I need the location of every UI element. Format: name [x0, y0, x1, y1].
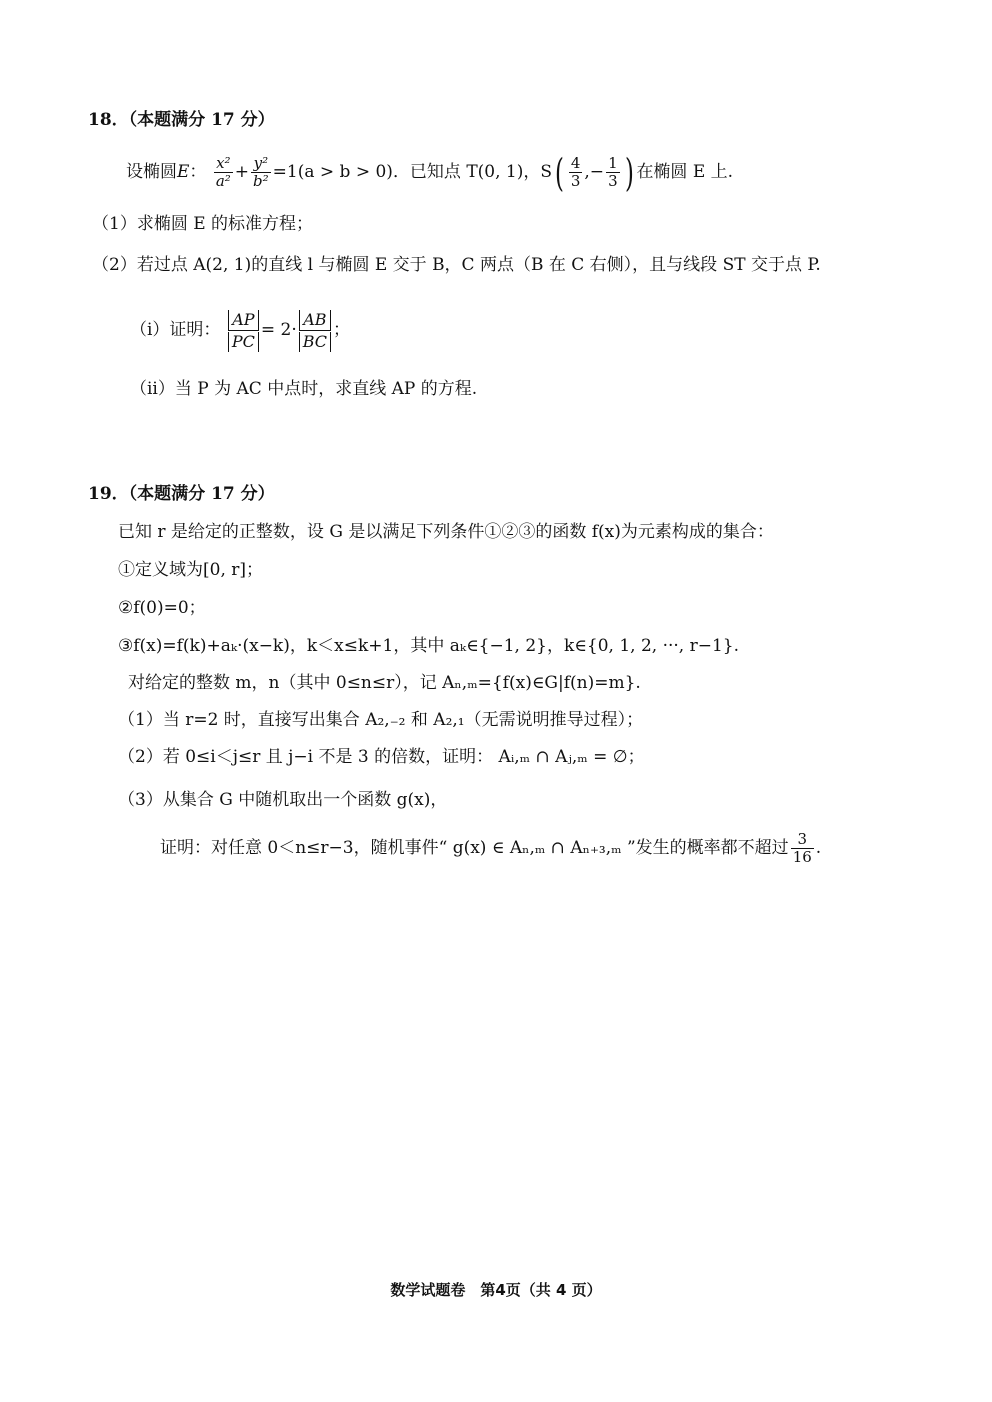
- q19-part1: （1）当 r=2 时，直接写出集合 A₂,₋₂ 和 A₂,₁（无需说明推导过程）；: [118, 710, 644, 730]
- probability-fraction: [791, 831, 814, 866]
- q18-part1: （1）求椭圆 E 的标准方程；: [92, 214, 314, 234]
- ellipse-y-fraction: [251, 155, 271, 190]
- q19-part3-end: .: [815, 838, 822, 858]
- s-frac1-den: 3: [570, 172, 581, 190]
- q19-definition: 对给定的整数 m，n（其中 0≤n≤r），记 Aₙ,ₘ={f(x)∈G|f(n)=m}.: [128, 673, 641, 693]
- probability-num: 3: [791, 831, 814, 849]
- ellipse-eq-rest: =1(a > b > 0): [272, 162, 393, 182]
- ellipse-plus: +: [234, 162, 250, 182]
- q18-header: 18．（本题满分 17 分）: [88, 110, 275, 130]
- ap-num: AP: [228, 310, 259, 331]
- page-footer: 数学试题卷 第4页（共 4 页）: [390, 1281, 602, 1299]
- s-frac1: [569, 155, 583, 190]
- s-frac2-num: 1: [608, 154, 618, 172]
- pc-den: PC: [228, 332, 259, 352]
- bc-den: BC: [299, 332, 331, 352]
- s-frac2: [606, 155, 620, 190]
- ellipse-x-fraction: [214, 155, 233, 190]
- ellipse-y-num: y²: [251, 155, 271, 173]
- ellipse-x-den: a²: [215, 172, 231, 190]
- q19-intro: 已知 r 是给定的正整数，设 G 是以满足下列条件①②③的函数 f(x)为元素构成的集合：: [118, 522, 774, 542]
- q18-known-text: ．已知点 T(0, 1)，S: [392, 162, 553, 182]
- q19-condition-1: ①定义域为[0, r]；: [118, 560, 264, 580]
- q18-known-tail: 在椭圆 E 上.: [636, 162, 734, 182]
- ab-num: AB: [299, 310, 331, 331]
- q18-intro-colon: ：: [189, 162, 207, 182]
- q19-part2: （2）若 0≤i＜j≤r 且 j−i 不是 3 的倍数，证明： Aᵢ,ₘ ∩ Aⱼ,ₘ = ∅；: [118, 747, 645, 767]
- q18-part2: （2）若过点 A(2, 1)的直线 l 与椭圆 E 交于 B，C 两点（B 在 C 右侧），且与线段 ST 交于点 P.: [92, 255, 821, 275]
- probability-den: 16: [792, 848, 812, 866]
- q18-part2-i-end: ；: [333, 320, 351, 340]
- q18-intro: [126, 150, 733, 194]
- q18-part2-i: [130, 302, 350, 358]
- ap-over-pc-fraction: [228, 309, 259, 353]
- q19-part3-proof: [160, 828, 821, 868]
- q18-part2-ii: （ii）当 P 为 AC 中点时，求直线 AP 的方程.: [130, 379, 478, 399]
- left-paren: (: [554, 150, 564, 195]
- right-paren: ): [624, 150, 634, 195]
- q18-intro-e: E: [177, 162, 190, 182]
- q18-part2-i-mid: = 2·: [260, 320, 297, 340]
- s-frac2-den: 3: [608, 172, 618, 190]
- q19-condition-3: ③f(x)=f(k)+aₖ·(x−k)，k＜x≤k+1，其中 aₖ∈{−1, 2}，k∈{0, 1, 2, ···, r−1}.: [118, 636, 739, 656]
- ellipse-y-den: b²: [253, 172, 269, 190]
- ellipse-x-num: x²: [214, 155, 233, 173]
- ab-over-bc-fraction: [299, 309, 331, 353]
- q19-header: 19．（本题满分 17 分）: [88, 484, 275, 504]
- q19-condition-2: ②f(0)=0；: [118, 598, 206, 618]
- q18-intro-prefix: 设椭圆: [126, 162, 177, 182]
- s-sep: ,−: [584, 162, 605, 182]
- q19-part3: （3）从集合 G 中随机取出一个函数 g(x)，: [118, 790, 448, 810]
- s-frac1-num: 4: [570, 154, 581, 172]
- q18-part2-i-label: （i）证明：: [130, 320, 221, 340]
- q19-part3-proof-text: 证明：对任意 0＜n≤r−3，随机事件“ g(x) ∈ Aₙ,ₘ ∩ Aₙ₊₃,ₘ ”发生的概率都不超过: [160, 838, 789, 858]
